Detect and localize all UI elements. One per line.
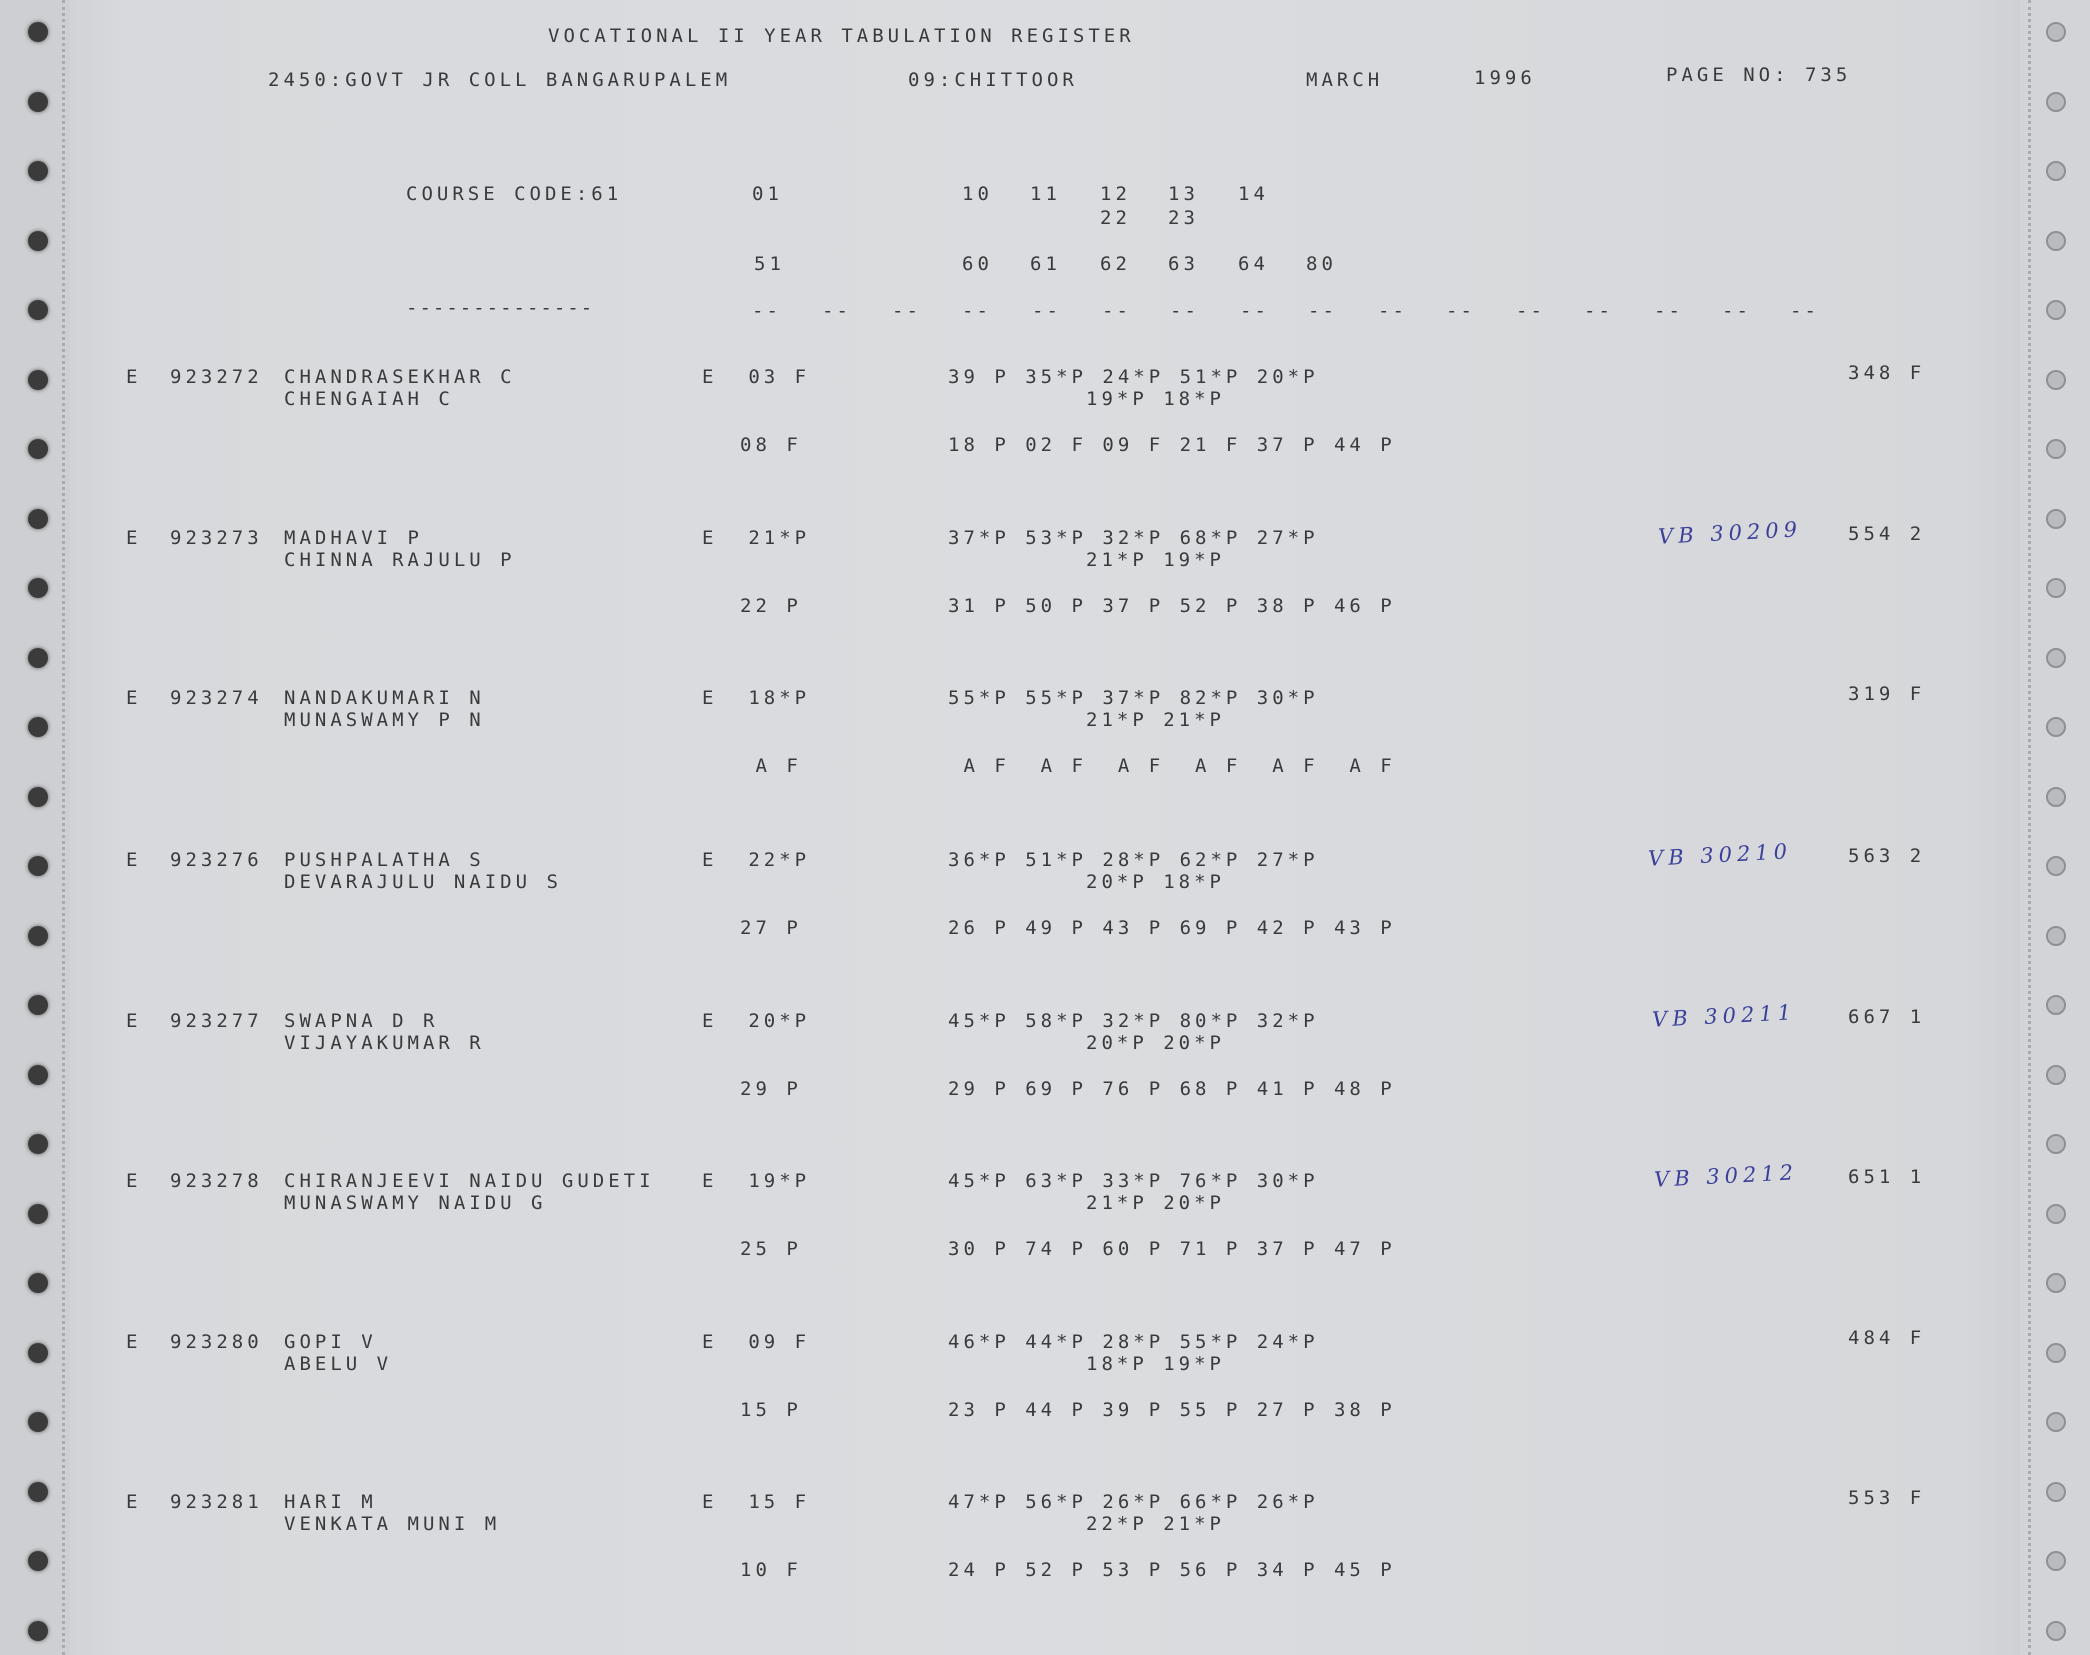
exam-type-flag: E xyxy=(126,1010,142,1032)
feed-hole xyxy=(28,439,48,459)
right-perforation xyxy=(2028,0,2031,1655)
feed-hole xyxy=(2046,1204,2066,1224)
total-and-result: 554 2 xyxy=(1848,523,1926,545)
course-underline: -------------- xyxy=(406,297,595,319)
first-year-sub-marks: 20*P 18*P xyxy=(1086,871,1225,893)
first-year-subject-marks: 45*P 58*P 32*P 80*P 32*P xyxy=(948,1010,1319,1032)
subject-code-80: 80 xyxy=(1306,253,1337,275)
column-dash: -- xyxy=(822,300,851,322)
feed-hole xyxy=(28,1134,48,1154)
feed-hole xyxy=(28,926,48,946)
first-year-language-mark: E 20*P xyxy=(702,1010,811,1032)
college-name: 2450:GOVT JR COLL BANGARUPALEM xyxy=(268,69,732,91)
first-year-subject-marks: 45*P 63*P 33*P 76*P 30*P xyxy=(948,1170,1319,1192)
feed-hole xyxy=(2046,509,2066,529)
first-year-sub-marks: 20*P 20*P xyxy=(1086,1032,1225,1054)
subject-code-12: 12 xyxy=(1100,183,1131,205)
father-name: CHENGAIAH C xyxy=(284,388,454,410)
first-year-language-mark: E 19*P xyxy=(702,1170,811,1192)
student-name: CHIRANJEEVI NAIDU GUDETI xyxy=(284,1170,655,1192)
father-name: DEVARAJULU NAIDU S xyxy=(284,871,562,893)
roll-number: 923278 xyxy=(170,1170,263,1192)
handwritten-reference-note: VB 30212 xyxy=(1653,1160,1799,1192)
first-year-sub-marks: 21*P 20*P xyxy=(1086,1192,1225,1214)
first-year-subject-marks: 36*P 51*P 28*P 62*P 27*P xyxy=(948,849,1319,871)
feed-hole xyxy=(28,1065,48,1085)
column-dash: -- xyxy=(1722,300,1751,322)
second-year-language-mark: 25 P xyxy=(740,1238,802,1260)
student-name: MADHAVI P xyxy=(284,527,423,549)
second-year-language-mark: 10 F xyxy=(740,1559,802,1581)
column-dash: -- xyxy=(1516,300,1545,322)
student-name: NANDAKUMARI N xyxy=(284,687,485,709)
feed-hole xyxy=(28,509,48,529)
feed-hole xyxy=(28,856,48,876)
exam-type-flag: E xyxy=(126,527,142,549)
subject-code-64: 64 xyxy=(1238,253,1269,275)
feed-hole xyxy=(28,1621,48,1641)
column-dash: -- xyxy=(1584,300,1613,322)
first-year-sub-marks: 18*P 19*P xyxy=(1086,1353,1225,1375)
feed-hole xyxy=(28,717,48,737)
feed-hole xyxy=(28,300,48,320)
roll-number: 923277 xyxy=(170,1010,263,1032)
feed-hole xyxy=(28,578,48,598)
first-year-language-mark: E 21*P xyxy=(702,527,811,549)
feed-hole xyxy=(2046,1621,2066,1641)
feed-hole xyxy=(28,1412,48,1432)
feed-hole xyxy=(28,1273,48,1293)
exam-type-flag: E xyxy=(126,849,142,871)
feed-hole xyxy=(2046,926,2066,946)
feed-hole xyxy=(28,1482,48,1502)
second-year-language-mark: 29 P xyxy=(740,1078,802,1100)
column-dash: -- xyxy=(1790,300,1819,322)
second-year-subject-marks: 26 P 49 P 43 P 69 P 42 P 43 P xyxy=(948,917,1396,939)
feed-hole xyxy=(2046,1343,2066,1363)
column-dash: -- xyxy=(1170,300,1199,322)
handwritten-reference-note: VB 30210 xyxy=(1647,839,1793,871)
feed-hole xyxy=(2046,1412,2066,1432)
total-and-result: 553 F xyxy=(1848,1487,1926,1509)
father-name: VENKATA MUNI M xyxy=(284,1513,501,1535)
column-dash: -- xyxy=(752,300,781,322)
subject-code-13: 13 xyxy=(1168,183,1199,205)
feed-hole xyxy=(28,92,48,112)
feed-hole xyxy=(2046,787,2066,807)
column-dash: -- xyxy=(1654,300,1683,322)
first-year-sub-marks: 22*P 21*P xyxy=(1086,1513,1225,1535)
column-dash: -- xyxy=(1032,300,1061,322)
father-name: MUNASWAMY NAIDU G xyxy=(284,1192,547,1214)
total-and-result: 319 F xyxy=(1848,683,1926,705)
column-dash: -- xyxy=(1378,300,1407,322)
column-dash: -- xyxy=(962,300,991,322)
subject-code-01: 01 xyxy=(752,183,783,205)
total-and-result: 651 1 xyxy=(1848,1166,1926,1188)
exam-month: MARCH xyxy=(1306,69,1384,91)
second-year-language-mark: 15 P xyxy=(740,1399,802,1421)
district-name: 09:CHITTOOR xyxy=(908,69,1078,91)
roll-number: 923272 xyxy=(170,366,263,388)
handwritten-reference-note: VB 30209 xyxy=(1657,517,1803,549)
feed-hole xyxy=(28,22,48,42)
second-year-language-mark: 22 P xyxy=(740,595,802,617)
subject-code-11: 11 xyxy=(1030,183,1061,205)
feed-hole xyxy=(2046,648,2066,668)
column-dash: -- xyxy=(1446,300,1475,322)
first-year-subject-marks: 37*P 53*P 32*P 68*P 27*P xyxy=(948,527,1319,549)
second-year-subject-marks: 30 P 74 P 60 P 71 P 37 P 47 P xyxy=(948,1238,1396,1260)
student-name: PUSHPALATHA S xyxy=(284,849,485,871)
student-name: CHANDRASEKHAR C xyxy=(284,366,516,388)
exam-type-flag: E xyxy=(126,1170,142,1192)
student-name: HARI M xyxy=(284,1491,377,1513)
handwritten-reference-note: VB 30211 xyxy=(1651,1000,1797,1032)
feed-hole xyxy=(2046,1273,2066,1293)
father-name: MUNASWAMY P N xyxy=(284,709,485,731)
exam-type-flag: E xyxy=(126,687,142,709)
total-and-result: 484 F xyxy=(1848,1327,1926,1349)
father-name: VIJAYAKUMAR R xyxy=(284,1032,485,1054)
feed-hole xyxy=(2046,92,2066,112)
father-name: ABELU V xyxy=(284,1353,393,1375)
second-year-subject-marks: 24 P 52 P 53 P 56 P 34 P 45 P xyxy=(948,1559,1396,1581)
student-name: GOPI V xyxy=(284,1331,377,1353)
second-year-language-mark: A F xyxy=(740,755,802,777)
column-dash: -- xyxy=(1308,300,1337,322)
first-year-sub-marks: 21*P 19*P xyxy=(1086,549,1225,571)
left-perforation xyxy=(62,0,65,1655)
feed-hole xyxy=(2046,22,2066,42)
feed-hole xyxy=(28,1551,48,1571)
exam-year: 1996 xyxy=(1474,67,1536,89)
subject-code-22: 22 xyxy=(1100,207,1131,229)
roll-number: 923273 xyxy=(170,527,263,549)
feed-hole xyxy=(2046,1065,2066,1085)
total-and-result: 667 1 xyxy=(1848,1006,1926,1028)
roll-number: 923280 xyxy=(170,1331,263,1353)
subject-code-63: 63 xyxy=(1168,253,1199,275)
second-year-subject-marks: 31 P 50 P 37 P 52 P 38 P 46 P xyxy=(948,595,1396,617)
feed-hole xyxy=(2046,300,2066,320)
feed-hole xyxy=(2046,1482,2066,1502)
feed-hole xyxy=(2046,231,2066,251)
column-dash: -- xyxy=(1240,300,1269,322)
subject-code-14: 14 xyxy=(1238,183,1269,205)
first-year-subject-marks: 47*P 56*P 26*P 66*P 26*P xyxy=(948,1491,1319,1513)
feed-hole xyxy=(2046,856,2066,876)
first-year-language-mark: E 22*P xyxy=(702,849,811,871)
second-year-subject-marks: 18 P 02 F 09 F 21 F 37 P 44 P xyxy=(948,434,1396,456)
page-number: PAGE NO: 735 xyxy=(1666,64,1852,86)
column-dash: -- xyxy=(892,300,921,322)
feed-hole xyxy=(2046,161,2066,181)
course-code: COURSE CODE:61 xyxy=(406,183,623,205)
first-year-language-mark: E 03 F xyxy=(702,366,811,388)
feed-hole xyxy=(2046,578,2066,598)
first-year-language-mark: E 09 F xyxy=(702,1331,811,1353)
first-year-subject-marks: 39 P 35*P 24*P 51*P 20*P xyxy=(948,366,1319,388)
roll-number: 923281 xyxy=(170,1491,263,1513)
subject-code-10: 10 xyxy=(962,183,993,205)
second-year-subject-marks: A F A F A F A F A F A F xyxy=(948,755,1396,777)
subject-code-61: 61 xyxy=(1030,253,1061,275)
feed-hole xyxy=(28,787,48,807)
subject-code-51: 51 xyxy=(754,253,785,275)
feed-hole xyxy=(28,161,48,181)
subject-code-23: 23 xyxy=(1168,207,1199,229)
column-dash: -- xyxy=(1102,300,1131,322)
first-year-subject-marks: 46*P 44*P 28*P 55*P 24*P xyxy=(948,1331,1319,1353)
register-title: VOCATIONAL II YEAR TABULATION REGISTER xyxy=(548,25,1135,47)
feed-hole xyxy=(2046,995,2066,1015)
feed-hole xyxy=(28,1343,48,1363)
second-year-subject-marks: 23 P 44 P 39 P 55 P 27 P 38 P xyxy=(948,1399,1396,1421)
feed-hole xyxy=(2046,370,2066,390)
father-name: CHINNA RAJULU P xyxy=(284,549,516,571)
first-year-language-mark: E 18*P xyxy=(702,687,811,709)
exam-type-flag: E xyxy=(126,1331,142,1353)
subject-code-62: 62 xyxy=(1100,253,1131,275)
second-year-language-mark: 27 P xyxy=(740,917,802,939)
feed-hole xyxy=(28,231,48,251)
first-year-sub-marks: 19*P 18*P xyxy=(1086,388,1225,410)
roll-number: 923276 xyxy=(170,849,263,871)
second-year-subject-marks: 29 P 69 P 76 P 68 P 41 P 48 P xyxy=(948,1078,1396,1100)
subject-code-60: 60 xyxy=(962,253,993,275)
feed-hole xyxy=(2046,717,2066,737)
total-and-result: 563 2 xyxy=(1848,845,1926,867)
exam-type-flag: E xyxy=(126,366,142,388)
first-year-subject-marks: 55*P 55*P 37*P 82*P 30*P xyxy=(948,687,1319,709)
second-year-language-mark: 08 F xyxy=(740,434,802,456)
feed-hole xyxy=(2046,439,2066,459)
total-and-result: 348 F xyxy=(1848,362,1926,384)
roll-number: 923274 xyxy=(170,687,263,709)
student-name: SWAPNA D R xyxy=(284,1010,439,1032)
feed-hole xyxy=(2046,1551,2066,1571)
first-year-language-mark: E 15 F xyxy=(702,1491,811,1513)
feed-hole xyxy=(28,370,48,390)
feed-hole xyxy=(28,648,48,668)
first-year-sub-marks: 21*P 21*P xyxy=(1086,709,1225,731)
feed-hole xyxy=(28,995,48,1015)
feed-hole xyxy=(28,1204,48,1224)
exam-type-flag: E xyxy=(126,1491,142,1513)
feed-hole xyxy=(2046,1134,2066,1154)
